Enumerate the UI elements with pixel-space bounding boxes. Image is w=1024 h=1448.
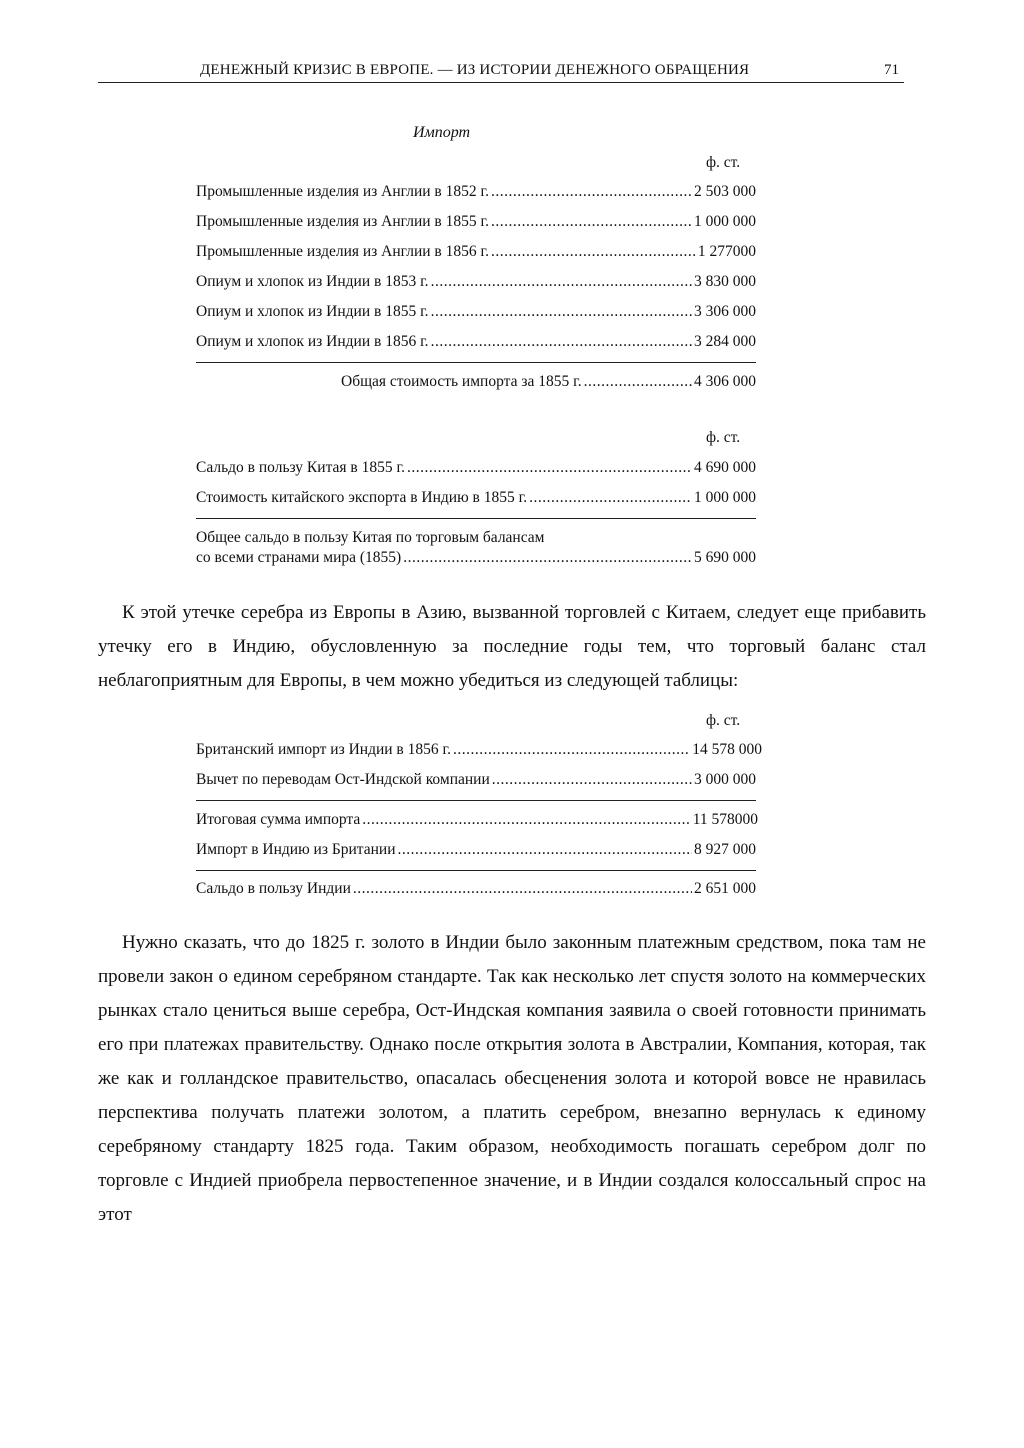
row-value: 3 284 000: [694, 333, 756, 350]
india-row: [196, 841, 756, 861]
import-row: [196, 243, 756, 263]
row-label: Стоимость китайского экспорта в Индию в 1855 г.: [196, 489, 528, 506]
row-label: Итоговая сумма импорта: [196, 811, 361, 828]
row-label: Промышленные изделия из Англии в 1852 г.: [196, 183, 489, 200]
balance-total-row: [196, 549, 756, 569]
table-rule: [196, 518, 756, 519]
row-label: Опиум и хлопок из Индии в 1856 г.: [196, 333, 429, 350]
row-label: Импорт в Индию из Британии: [196, 841, 396, 858]
body-paragraph: [98, 596, 926, 698]
page-number: 71: [884, 62, 899, 78]
india-table-unit: ф. ст.: [706, 712, 741, 729]
paragraph-text: Нужно сказать, что до 1825 г. золото в Индии было законным платежным средством, пока там не провели закон о едином серебряном стандарте. Так как несколько лет спустя золото на коммерческих рынках стало цениться выше серебра, Ост-Индская компания заявила о своей готовности принимать его при платежах правительству. Однако после открытия золота в Австралии, Компания, которая, так же как и голландское правительство, опасалась обесценения золота и которой вовсе не нравилась перспектива получать платежи золотом, а платить серебром, внезапно вернулась к единому серебряному стандарту 1825 года. Таким образом, необходимость погашать серебром долг по торговле с Индией приобрела первостепенное значение, и в Индии создался колоссальный спрос на этот: [98, 932, 926, 1225]
running-header: [98, 60, 904, 83]
import-row: [196, 183, 756, 203]
import-row: [196, 333, 756, 353]
row-value: 3 306 000: [694, 303, 756, 320]
india-row: [196, 741, 762, 761]
balance-total-label-line1: Общее сальдо в пользу Китая по торговым балансам: [196, 529, 545, 546]
row-label: Общая стоимость импорта за 1855 г.: [341, 373, 582, 390]
row-label: Сальдо в пользу Индии: [196, 880, 351, 897]
table-rule: [196, 800, 756, 801]
row-value: 1 277000: [697, 243, 756, 260]
balance-row: [196, 459, 756, 479]
row-label: Британский импорт из Индии в 1856 г.: [196, 741, 451, 758]
table-rule: [196, 362, 756, 363]
row-value: 2 651 000: [694, 880, 756, 897]
balance-table-unit: ф. ст.: [706, 429, 741, 446]
import-row: [196, 213, 756, 233]
row-value: 4 306 000: [694, 373, 756, 390]
body-paragraph: [98, 926, 926, 1232]
row-value: 14 578 000: [692, 741, 762, 758]
row-label: Промышленные изделия из Англии в 1855 г.: [196, 213, 489, 230]
row-value: 3 830 000: [694, 273, 756, 290]
running-header-title: ДЕНЕЖНЫЙ КРИЗИС В ЕВРОПЕ. — ИЗ ИСТОРИИ ДЕНЕЖНОГО ОБРАЩЕНИЯ: [200, 62, 750, 78]
row-value: 4 690 000: [694, 459, 756, 476]
import-total-row: [341, 373, 756, 393]
import-row: [196, 303, 756, 323]
balance-row: [196, 489, 756, 509]
import-table-title: Импорт: [413, 124, 471, 141]
row-value: 2 503 000: [694, 183, 756, 200]
row-value: 5 690 000: [694, 549, 756, 566]
import-table-unit: ф. ст.: [706, 154, 741, 171]
paragraph-text: К этой утечке серебра из Европы в Азию, вызванной торговлей с Китаем, следует еще прибавить утечку его в Индию, обусловленную за последние годы тем, что торговый баланс стал неблагоприятным для Европы, в чем можно убедиться из следующей таблицы:: [98, 602, 926, 691]
row-label: Вычет по переводам Ост-Индской компании: [196, 771, 490, 788]
table-rule: [196, 870, 756, 871]
row-label: Опиум и хлопок из Индии в 1853 г.: [196, 273, 429, 290]
row-value: 1 000 000: [694, 213, 756, 230]
row-label: со всеми странами мира (1855): [196, 549, 402, 566]
row-value: 3 000 000: [694, 771, 756, 788]
row-label: Опиум и хлопок из Индии в 1855 г.: [196, 303, 429, 320]
india-row: [196, 880, 756, 900]
india-row: [196, 811, 758, 831]
row-value: 8 927 000: [694, 841, 756, 858]
row-label: Промышленные изделия из Англии в 1856 г.: [196, 243, 489, 260]
import-row: [196, 273, 756, 293]
row-label: Сальдо в пользу Китая в 1855 г.: [196, 459, 405, 476]
row-value: 11 578000: [692, 811, 758, 828]
row-value: 1 000 000: [694, 489, 756, 506]
india-row: [196, 771, 756, 791]
